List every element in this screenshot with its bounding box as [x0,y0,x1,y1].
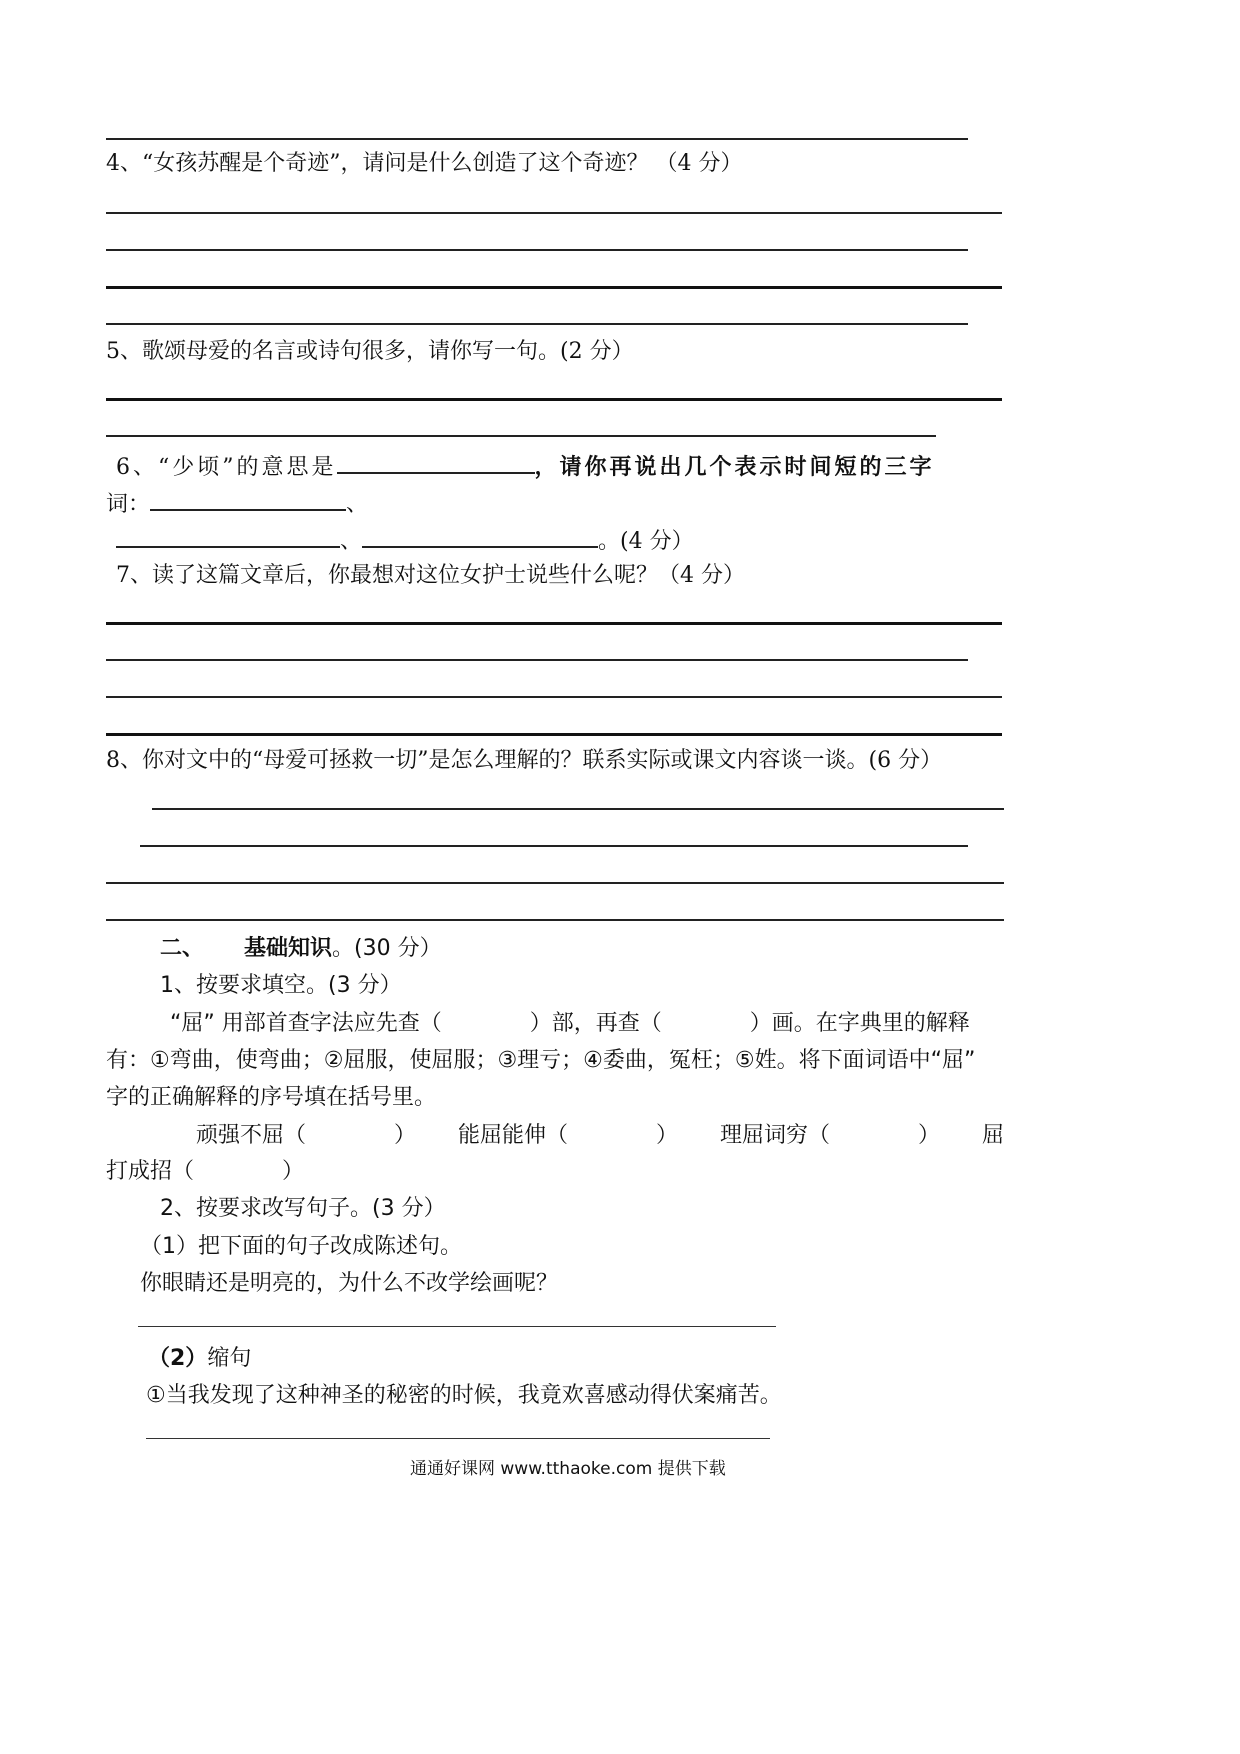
answer-line [106,696,1002,698]
s2-question-2-sentence-2: ①当我发现了这种神圣的秘密的时候，我竟欢喜感动得伏案痛苦。 [146,1383,782,1408]
section-2-number: 二、 [160,936,205,961]
answer-line [106,659,968,661]
question-4: 4、“女孩苏醒是个奇迹”，请问是什么创造了这个奇迹？ （4 分） [106,151,743,176]
question-6-line-1 [116,450,935,482]
answer-line [106,398,1002,401]
s2-question-1-line-5: 打成招（ ） [106,1159,305,1184]
q6-word-blank-2[interactable] [116,524,340,548]
answer-line [106,138,968,140]
word-item: 屈 [982,1123,1005,1148]
answer-line [106,212,1002,214]
s2-question-2-title: 2、按要求改写句子。(3 分） [160,1196,446,1221]
question-7: 7、读了这篇文章后，你最想对这位女护士说些什么呢？（4 分） [116,563,745,588]
answer-line [106,249,968,251]
answer-line [106,919,1004,921]
q6-meaning-blank[interactable] [337,450,535,474]
question-6-line-3 [116,524,694,556]
q6-sep2: 、 [340,529,363,554]
s2-question-1-line-2: 有：①弯曲，使弯曲；②屈服，使屈服；③理亏；④委曲，冤枉；⑤姓。将下面词语中“屈” [106,1048,976,1073]
answer-line [152,808,1004,810]
answer-line [106,323,968,325]
answer-line [106,882,1004,884]
s2-question-1-line-1: “屈” 用部首查字法应先查（ ）部，再查（ ）画。在字典里的解释 [170,1011,970,1036]
word-item: 顽强不屈（ ） [196,1123,417,1148]
answer-line [106,286,1002,289]
section-2-score: 。(30 分） [332,936,442,961]
section-2-heading [160,935,442,963]
section-2-title: 基础知识 [244,936,333,961]
s2-question-1-line-3: 字的正确解释的序号填在括号里。 [106,1085,437,1110]
s2-question-1-title: 1、按要求填空。(3 分） [160,973,402,998]
sub-2-text: 缩句 [207,1346,252,1371]
answer-line [140,845,968,847]
question-6-line-2 [106,487,368,519]
q6-sep1: 、 [346,492,369,517]
page-footer: 通通好课网 www.tthaoke.com 提供下载 [410,1459,726,1479]
q6-word-blank-3[interactable] [362,524,598,548]
s2-question-2-sentence-1: 你眼睛还是明亮的，为什么不改学绘画呢？ [140,1271,559,1296]
q6-score: 。(4 分） [598,529,694,554]
question-8: 8、你对文中的“母爱可拯救一切”是怎么理解的？联系实际或课文内容谈一谈。(6 分） [106,748,943,773]
q6-line2-prefix: 词： [106,492,151,517]
s2-question-2-sub-1: （1）把下面的句子改成陈述句。 [140,1234,462,1259]
answer-line [146,1438,770,1439]
q6-prefix: 6、“少顷”的意思是 [116,455,337,480]
sub-2-number: （2） [148,1346,208,1371]
word-item: 理屈词穷（ ） [720,1123,941,1148]
answer-line [138,1326,776,1327]
answer-line [106,622,1002,625]
s2-question-2-sub-2 [148,1345,251,1373]
answer-line [106,733,1002,736]
q6-mid: ，请你再说出几个表示时间短的三字 [534,454,935,480]
answer-line [106,435,936,437]
word-item: 能屈能伸（ ） [458,1123,679,1148]
q6-word-blank-1[interactable] [150,487,346,511]
question-5: 5、歌颂母爱的名言或诗句很多，请你写一句。(2 分） [106,339,634,364]
